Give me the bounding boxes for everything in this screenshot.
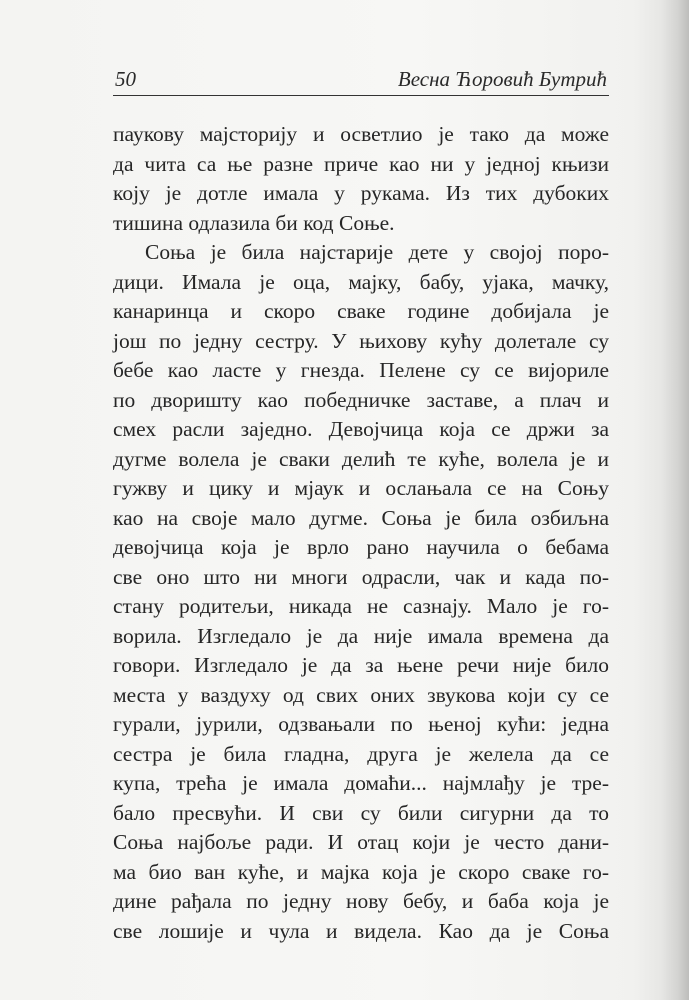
text-line: Соња најбоље ради. И отац који је често дани- (113, 830, 609, 854)
text-line: паукову мајсторију и осветлио је тако да може (113, 122, 609, 146)
page-number: 50 (115, 67, 136, 91)
text-line: бало пресвући. И сви су били сигурни да то (113, 800, 609, 825)
text-line: бебе као ласте у гнезда. Пелене су се вијориле (113, 358, 609, 382)
text-line: ворила. Изгледало је да није имала времена да (113, 623, 609, 648)
text-line: сестра је била гладна, друга је желела да се (113, 741, 609, 766)
text-line: као на своје мало дугме. Соња је била озбиљна (113, 505, 609, 530)
text-line: канаринца и скоро сваке године добијала је (113, 299, 609, 323)
body-text (113, 120, 609, 946)
text-line: дици. Имала је оца, мајку, бабу, ујака, мачку, (113, 269, 609, 294)
text-line: говори. Изгледало је да за њене речи није било (113, 653, 609, 677)
page-edge-shadow (661, 0, 689, 1000)
text-line: гужву и цику и мјаук и ослањала се на Соњу (113, 476, 609, 500)
text-line: купа, трећа је имала домаћи... најмлађу је тре- (113, 771, 609, 795)
text-line: Соња је била најстарије дете у својој поро- (145, 240, 609, 264)
text-line: све лошије и чула и видела. Као да је Соња (113, 918, 609, 943)
text-line: дине рађала по једну нову бебу, и баба која је (113, 889, 609, 913)
text-line: гурали, јурили, одзвањали по њеној кући: једна (113, 712, 609, 736)
text-line: по дворишту као победничке заставе, а плач и (113, 387, 609, 412)
header-rule (113, 95, 609, 96)
text-line: дугме волела је сваки делић те куће, волела је и (113, 446, 609, 471)
text-line: смех расли заједно. Девојчица која се држи за (113, 417, 609, 441)
text-line: ма био ван куће, и мајка која је скоро сваке го- (113, 859, 609, 884)
text-line: девојчица која је врло рано научила о бебама (113, 535, 609, 559)
text-line: коју је дотле имала у рукама. Из тих дубоких (113, 181, 609, 205)
text-line: места у ваздуху од свих оних звукова који су се (113, 682, 609, 707)
text-line: тишина одлазила би код Соње. (113, 210, 395, 235)
text-line: стану родитељи, никада не сазнају. Мало је го- (113, 594, 609, 618)
text-line: још по једну сестру. У њихову кућу долетале су (113, 328, 609, 353)
running-head: Весна Ћоровић Бутрић (397, 67, 607, 91)
page-header (113, 63, 607, 97)
text-line: да чита са ње разне приче као ни у једној књизи (113, 151, 609, 176)
text-line: све оно што ни многи одрасли, чак и када по- (113, 564, 609, 589)
